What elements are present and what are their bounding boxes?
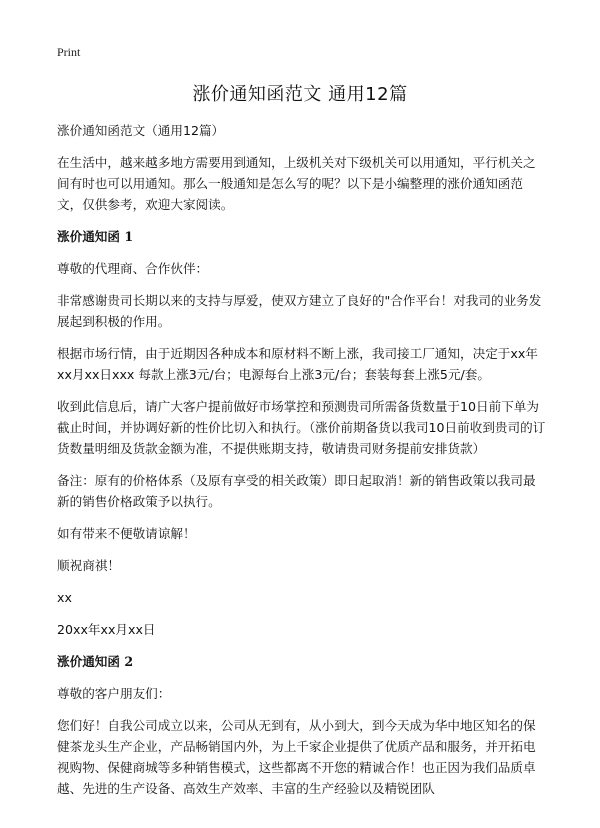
body-paragraph: 您们好！自我公司成立以来，公司从无到有，从小到大，到今天成为华中地区知名的保健茶龙头生产企业，产品畅销国内外，为上千家企业提供了优质产品和服务，并开拓电视购物、保健商城等多种销售模式，这些都离不开您的精诚合作！也正因为我们品质卓越、先进的生产设备、高效生产效率、丰富的生产经验以及精锐团队	[57, 718, 536, 796]
print-label: Print	[57, 45, 81, 59]
closing-line: 顺祝商祺！	[57, 558, 120, 573]
intro-paragraph: 在生活中，越来越多地方需要用到通知，上级机关对下级机关可以用通知，平行机关之间有时也可以用通知。那么一般通知是怎么写的呢？以下是小编整理的涨价通知函范文，仅供参考，欢迎大家阅读。	[57, 155, 536, 212]
date-line: 20xx年xx月xx日	[57, 622, 156, 637]
section-heading: 涨价通知函 2	[57, 654, 134, 669]
body-paragraph: 收到此信息后，请广大客户提前做好市场掌控和预测贵司所需备货数量于10日前下单为截止时间，并协调好新的性价比切入和执行。（涨价前期备货以我司10日前收到贵司的订货数量明细及货款金额为准，不提供账期支持，敬请贵司财务提前安排货款）	[57, 399, 546, 456]
salutation: 尊敬的代理商、合作伙伴：	[57, 261, 209, 276]
salutation: 尊敬的客户朋友们：	[57, 686, 171, 701]
document-subtitle: 涨价通知函范文（通用12篇）	[57, 123, 225, 138]
section-heading: 涨价通知函 1	[57, 229, 134, 244]
document-body	[57, 120, 547, 810]
body-paragraph: 根据市场行情，由于近期因各种成本和原材料不断上涨，我司接工厂通知，决定于xx年xx月xx日xxx 每款上涨3元/台；电源每台上涨3元/台；套装每套上涨5元/套。	[57, 346, 538, 382]
body-paragraph: 如有带来不便敬请谅解！	[57, 526, 196, 541]
body-paragraph: 非常感谢贵司长期以来的支持与厚爱，使双方建立了良好的"合作平台！对我司的业务发展起到积极的作用。	[57, 293, 542, 329]
signature-line: xx	[57, 590, 72, 605]
document-title: 涨价通知函范文 通用12篇	[192, 84, 408, 105]
body-paragraph: 备注：原有的价格体系（及原有享受的相关政策）即日起取消！新的销售政策以我司最新的销售价格政策予以执行。	[57, 473, 536, 509]
